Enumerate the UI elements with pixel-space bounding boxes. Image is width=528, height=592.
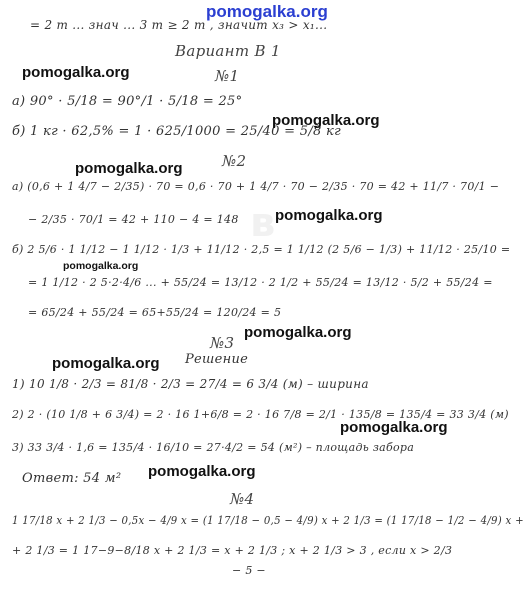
task-2-header: №2 — [222, 152, 247, 170]
variant-title: Вариант В 1 — [175, 42, 281, 60]
watermark-8: pomogalka.org — [340, 419, 448, 436]
task-4-line-3: − 5 − — [232, 564, 266, 577]
task-4-line-2: + 2 1/3 = 1 17−9−8/18 x + 2 1/3 = x + 2 1/3 ; x + 2 1/3 > 3 , если x > 2/3 — [12, 544, 453, 557]
task-2a-line-2: − 2/35 · 70/1 = 42 + 110 − 4 = 148 — [28, 213, 239, 226]
top-watermark-link[interactable]: pomogalka.org — [206, 2, 328, 21]
task-3-header: №3 — [210, 334, 235, 352]
task-2b-line-2: = 1 1/12 · 2 5·2·4/6 ... + 55/24 = 13/12 · 2 1/2 + 55/24 = 13/12 · 5/2 + 55/24 = — [28, 276, 493, 289]
watermark-7: pomogalka.org — [52, 355, 160, 372]
task-3-step-3: 3) 33 3/4 · 1,6 = 135/4 · 16/10 = 27·4/2 = 54 (м²) – площадь забора — [12, 441, 415, 454]
watermark-5: pomogalka.org — [63, 260, 139, 272]
watermark-9: pomogalka.org — [148, 463, 256, 480]
task-3-step-2: 2) 2 · (10 1/8 + 6 3/4) = 2 · 16 1+6/8 = 2 · 16 7/8 = 2/1 · 135/8 = 135/4 = 33 3/4 (м) — [12, 408, 509, 421]
hw-line-0: = 2 m ... знач ... 3 m ≥ 2 m , значит x₃ > x₁... — [30, 18, 328, 32]
watermark-2: pomogalka.org — [272, 112, 380, 129]
watermark-3: pomogalka.org — [75, 160, 183, 177]
task-4-header: №4 — [230, 490, 255, 508]
task-4-line-1: 1 17/18 x + 2 1/3 − 0,5x − 4/9 x = (1 17/18 − 0,5 − 4/9) x + 2 1/3 = (1 17/18 − 1/2 − 4/9) x + — [12, 514, 524, 527]
solution-heading: Решение — [185, 352, 249, 367]
task-2b-line-3: = 65/24 + 55/24 = 65+55/24 = 120/24 = 5 — [28, 306, 282, 319]
task-3-step-1: 1) 10 1/8 · 2/3 = 81/8 · 2/3 = 27/4 = 6 3/4 (м) – ширина — [12, 377, 369, 391]
task-1b: б) 1 кг · 62,5% = 1 · 625/1000 = 25/40 = 5/8 кг — [12, 124, 341, 139]
task-3-answer: Ответ: 54 м² — [22, 471, 122, 486]
task-1-header: №1 — [215, 67, 240, 85]
faint-background-mark: в — [250, 200, 276, 246]
watermark-4: pomogalka.org — [275, 207, 383, 224]
watermark-6: pomogalka.org — [244, 324, 352, 341]
watermark-1: pomogalka.org — [22, 64, 130, 81]
task-1a: а) 90° · 5/18 = 90°/1 · 5/18 = 25° — [12, 94, 243, 109]
task-2b-line-1: б) 2 5/6 · 1 1/12 − 1 1/12 · 1/3 + 11/12 · 2,5 = 1 1/12 (2 5/6 − 1/3) + 11/12 · 25/10 = — [12, 243, 511, 256]
task-2a-line-1: а) (0,6 + 1 4/7 − 2/35) · 70 = 0,6 · 70 + 1 4/7 · 70 − 2/35 · 70 = 42 + 11/7 · 70/1 − — [12, 180, 500, 193]
